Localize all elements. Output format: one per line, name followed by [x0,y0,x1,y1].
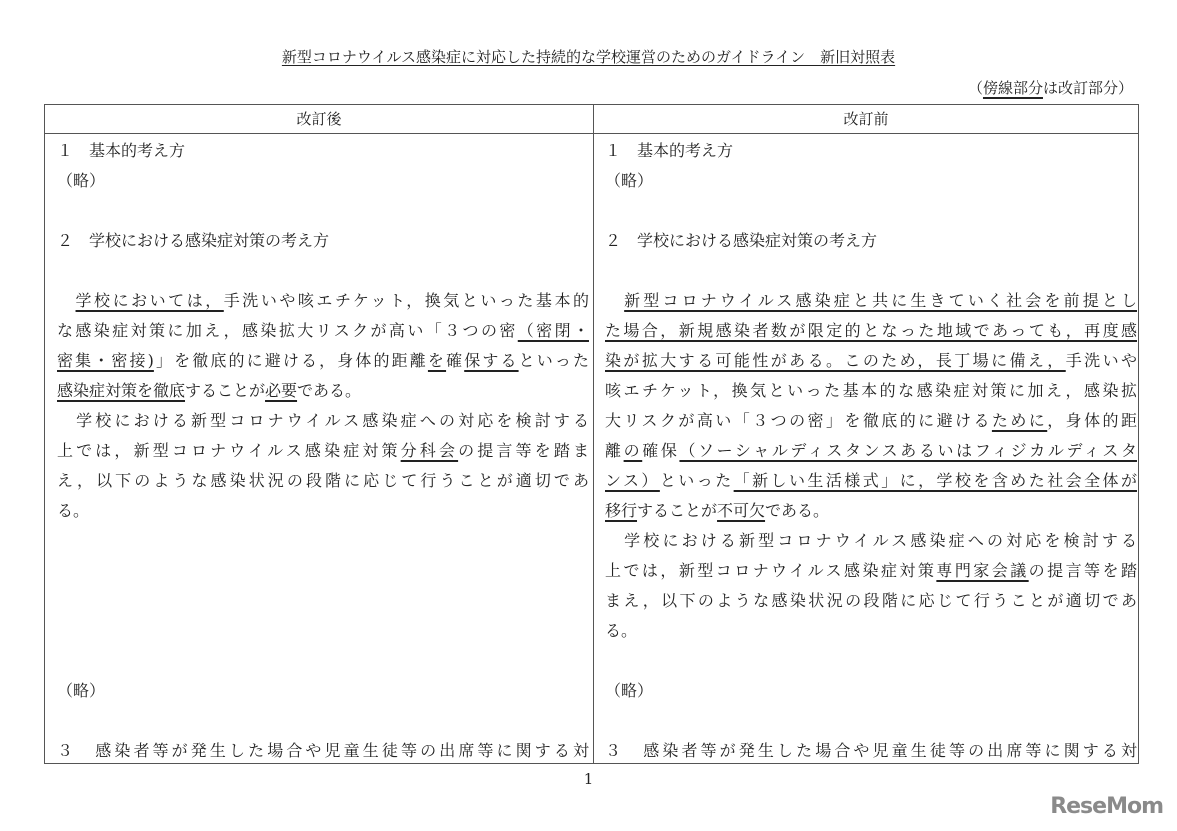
revised-text: 密集・密接) [57,351,154,370]
text-line [605,676,1137,706]
text-segment: することが [637,501,718,520]
text-segment: 手洗いや咳エチケット，換気といった基本的 [223,291,589,310]
text-line [57,376,589,406]
text-segment: 上では，新型コロナウイルス感染症対策 [605,561,937,580]
document-title [0,46,1177,67]
text-line [605,406,1137,436]
text-line [605,376,1137,406]
column-divider [593,105,594,763]
text-line [57,316,589,346]
text-segment: 」を徹底的に避ける，身体的距離 [153,351,428,370]
text-segment: 学校における新型コロナウイルス感染症への対応を検討する [605,531,1137,550]
page-number: 1 [583,770,594,788]
text-segment: １ 基本的考え方 [57,141,186,160]
text-segment: 咳エチケット，換気といった基本的な感染症対策に加え，感染拡 [605,381,1137,400]
text-line [57,406,589,436]
text-segment: （略） [57,171,106,190]
text-segment: である。 [765,501,830,520]
text-segment: （略） [57,681,106,700]
text-segment: といった [518,351,589,370]
revised-text: の [623,441,643,460]
text-line [57,466,589,496]
text-line [605,586,1137,616]
text-line [57,226,589,256]
text-segment: といった [659,471,734,490]
text-segment: まえ，以下のような感染状況の段階に応じて行うことが適切であ [605,591,1137,610]
text-line [57,286,589,316]
text-segment: な感染症対策に加え，感染拡大リスクが高い「３つの密 [57,321,518,340]
title-text: 新型コロナウイルス感染症に対応した持続的な学校運営のためのガイドライン 新旧対照表 [281,48,896,66]
header-after: 改訂後 [45,105,593,134]
revised-text: ために [991,411,1048,430]
text-segment: ２ 学校における感染症対策の考え方 [57,231,330,250]
note-open: （ [967,79,983,97]
text-segment: え，以下のような感染状況の段階に応じて行うことが適切であ [57,471,589,490]
text-segment: 確 [446,351,465,370]
revised-text: 必要 [265,381,298,400]
underline-note [968,77,1133,98]
text-segment: 確保 [642,441,680,460]
text-line [605,166,1137,196]
text-segment: 手洗いや [1065,351,1137,370]
note-underlined: 傍線部分 [982,79,1043,97]
text-line [605,556,1137,586]
text-segment: る。 [57,501,90,520]
revised-text: た場合，新規感染者数が限定的となった地域であっても，再度感 [605,321,1137,340]
text-line [605,286,1137,316]
text-segment [57,291,76,310]
revised-text: （ソーシャルディスタンスあるいはフィジカルディスタ [679,441,1137,460]
text-line [605,736,1137,766]
text-segment: １ 基本的考え方 [605,141,734,160]
text-line [57,166,589,196]
revised-text: 移行 [605,501,638,520]
text-segment: ２ 学校における感染症対策の考え方 [605,231,878,250]
text-line [605,496,1137,526]
revised-text: 「新しい生活様式」に，学校を含めた社会全体が [733,471,1137,490]
revised-text: 染が拡大する可能性がある。このため，長丁場に備え， [605,351,1066,370]
text-line [57,436,589,466]
text-segment: る。 [605,621,638,640]
text-segment: 大リスクが高い「３つの密」を徹底的に避ける [605,411,992,430]
revised-text: 新型コロナウイルス感染症と共に生きていく社会を前提とし [624,291,1137,310]
text-segment: 学校における新型コロナウイルス感染症への対応を検討する [57,411,589,430]
text-segment: ３ 感染者等が発生した場合や児童生徒等の出席等に関する対 [605,741,1137,760]
text-segment: である。 [297,381,362,400]
revised-text: 保する [464,351,519,370]
resemom-logo: ReseMom [1050,794,1163,819]
text-line [57,346,589,376]
text-segment: 離 [605,441,624,460]
text-segment: ３ 感染者等が発生した場合や児童生徒等の出席等に関する対 [57,741,589,760]
header-before: 改訂前 [594,105,1138,134]
text-line [605,436,1137,466]
text-line [605,226,1137,256]
text-segment: ，身体的距 [1047,411,1137,430]
note-rest: は改訂部分） [1042,79,1133,97]
text-segment [605,291,624,310]
text-line [57,676,589,706]
text-line [605,346,1137,376]
text-line [57,136,589,166]
text-segment: （略） [605,681,654,700]
text-line [57,736,589,766]
revised-text: 不可欠 [717,501,766,520]
text-segment: （略） [605,171,654,190]
text-line [605,136,1137,166]
text-line [605,616,1137,646]
revised-text: ンス） [605,471,660,490]
revised-text: 学校においては， [75,291,224,310]
text-line [57,496,589,526]
text-segment: 上では，新型コロナウイルス感染症対策 [57,441,401,460]
text-segment: の提言等を踏ま [458,441,589,460]
text-line [605,316,1137,346]
text-line [605,526,1137,556]
text-segment: の提言等を踏 [1028,561,1137,580]
text-segment: することが [185,381,266,400]
text-line [605,466,1137,496]
revised-text: 専門家会議 [936,561,1029,580]
revised-text: 分科会 [400,441,459,460]
comparison-table [44,104,1139,764]
revised-text: を [427,351,447,370]
revised-text: （密閉・ [517,321,589,340]
revised-text: 感染症対策を徹底 [57,381,186,400]
